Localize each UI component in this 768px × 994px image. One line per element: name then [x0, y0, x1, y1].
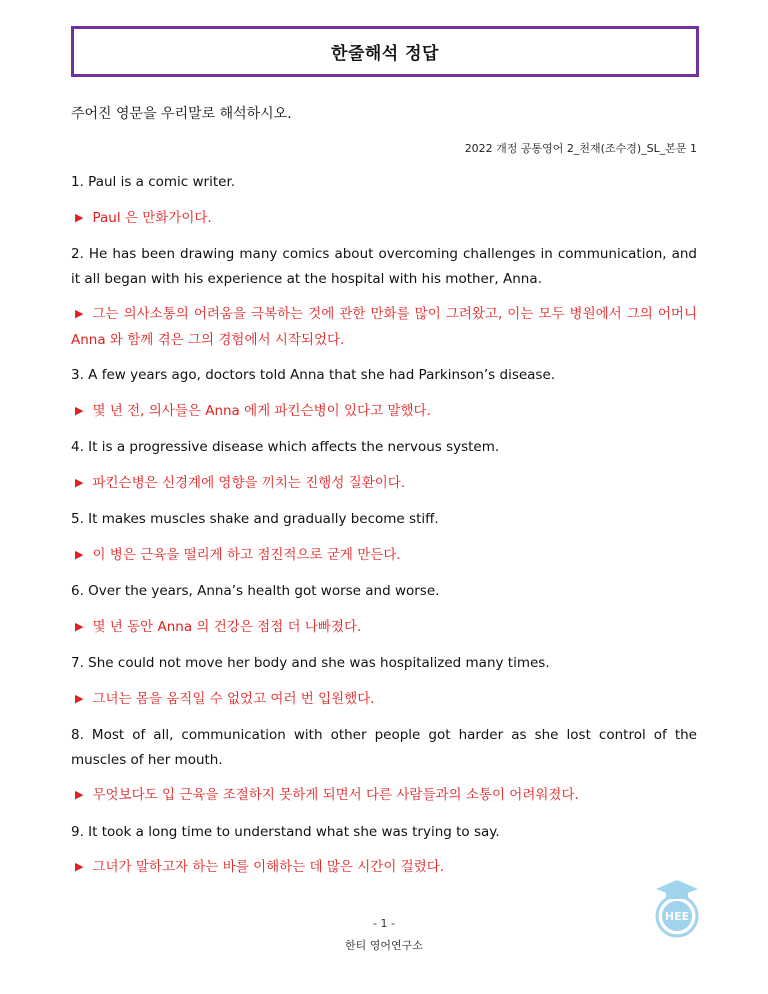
arrow-right-icon: ▶: [75, 475, 84, 489]
question-text: 4. It is a progressive disease which affects the nervous system.: [71, 439, 500, 455]
source-label: 2022 개정 공통영어 2_천재(조수경)_SL_본문 1: [464, 142, 697, 155]
answer-text: [71, 687, 697, 713]
answer-translation: Paul 은 만화가이다.: [92, 209, 212, 226]
question-text: 3. A few years ago, doctors told Anna that she had Parkinson’s disease.: [71, 367, 556, 383]
arrow-right-icon: ▶: [75, 619, 84, 633]
answer-text: [71, 206, 697, 232]
answer-text: [71, 302, 697, 352]
answer-translation: 몇 년 동안 Anna 의 건강은 점점 더 나빠졌다.: [92, 618, 362, 635]
question-text: 7. She could not move her body and she was hospitalized many times.: [71, 655, 550, 671]
page-number: - 1 -: [373, 917, 395, 930]
arrow-right-icon: ▶: [75, 860, 84, 873]
answer-translation: 그녀는 몸을 움직일 수 없었고 여러 번 입원했다.: [92, 690, 375, 707]
answer-text: [71, 615, 697, 641]
page-title: 한줄해석 정답: [331, 44, 439, 64]
answer-translation: 그녀가 말하고자 하는 바를 이해하는 데 많은 시간이 걸렸다.: [92, 859, 445, 875]
question-text: 9. It took a long time to understand what she was trying to say.: [71, 823, 500, 840]
answer-translation: 파킨슨병은 신경계에 영향을 끼치는 진행성 질환이다.: [92, 474, 406, 491]
arrow-right-icon: ▶: [75, 691, 84, 705]
answer-text: [71, 399, 697, 425]
instruction-text: 주어진 영문을 우리말로 해석하시오.: [71, 106, 292, 122]
answer-translation: 무엇보다도 입 근육을 조절하지 못하게 되면서 다른 사람들과의 소통이 어려워졌다.: [92, 787, 579, 803]
arrow-right-icon: ▶: [75, 307, 84, 320]
answer-translation: 몇 년 전, 의사들은 Anna 에게 파킨슨병이 있다고 말했다.: [92, 402, 431, 419]
question-text: 2. He has been drawing many comics about overcoming challenges in communication, and it all began with his experience at the hospital with his mother, Anna.: [71, 246, 697, 287]
answer-text: [71, 855, 697, 881]
arrow-right-icon: ▶: [75, 210, 84, 224]
exercise-list: [71, 170, 697, 892]
title-box: [71, 26, 699, 77]
question-text: 6. Over the years, Anna’s health got worse and worse.: [71, 583, 440, 599]
question-text: 8. Most of all, communication with other people got harder as she lost control of the muscles of her mouth.: [71, 727, 697, 768]
arrow-right-icon: ▶: [75, 547, 84, 561]
footer-organization: 한티 영어연구소: [345, 939, 423, 952]
answer-text: [71, 783, 697, 809]
question-text: 1. Paul is a comic writer.: [71, 174, 236, 190]
answer-text: [71, 543, 697, 569]
question-text: 5. It makes muscles shake and gradually become stiff.: [71, 511, 439, 527]
svg-text:HEE: HEE: [664, 910, 690, 923]
answer-translation: 그는 의사소통의 어려움을 극복하는 것에 관한 만화를 많이 그려왔고, 이는 모두 병원에서 그의 어머니 Anna 와 함께 겪은 그의 경험에서 시작되었다.: [71, 306, 697, 348]
arrow-right-icon: ▶: [75, 403, 84, 417]
hee-logo: [652, 878, 702, 938]
arrow-right-icon: ▶: [75, 788, 84, 801]
answer-text: [71, 471, 697, 497]
answer-translation: 이 병은 근육을 떨리게 하고 점진적으로 굳게 만든다.: [92, 546, 401, 563]
